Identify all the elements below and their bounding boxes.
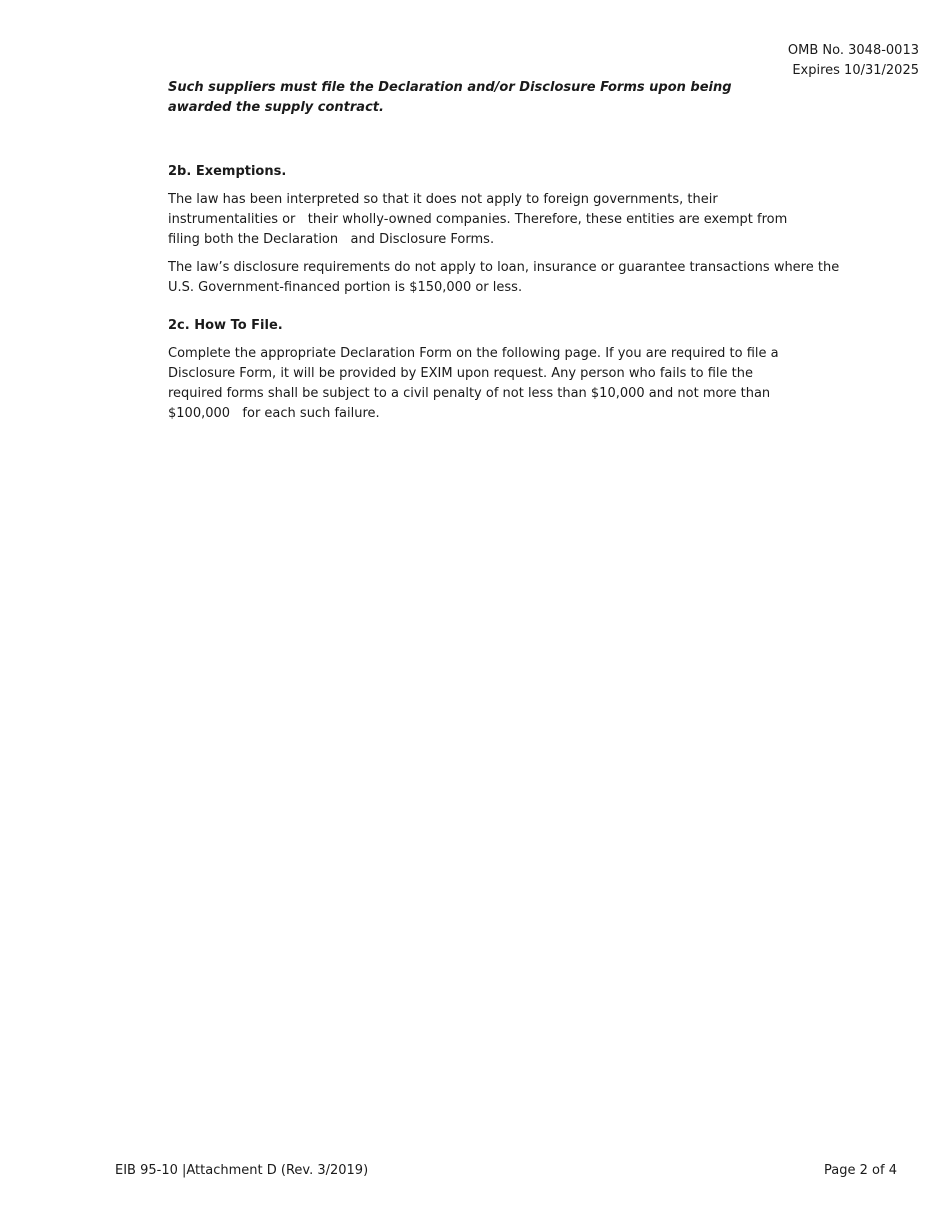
document-body — [168, 78, 868, 424]
omb-expiration: Expires 10/31/2025 — [792, 63, 919, 78]
section-2b-paragraph-2: The law’s disclosure requirements do not apply to loan, insurance or guarantee transactions where the U.S. Government-financed portion is $150,000 or less. — [168, 260, 844, 295]
section-2c-heading: 2c. How To File. — [168, 318, 283, 333]
omb-number: OMB No. 3048-0013 — [787, 43, 919, 58]
section-2c-paragraph-1: Complete the appropriate Declaration Form on the following page. If you are required to file a Disclosure Form, it will be provided by EXIM upon request. Any person who fails to file the required forms shall be subject to a civil penalty of not less than $10,000 and not more than $100,000 for each such failure. — [168, 346, 791, 421]
section-2b-paragraph-1: The law has been interpreted so that it does not apply to foreign governments, their instrumentalities or their wholly-owned companies. Therefore, these entities are exempt from filing both the Declaration and Disclosure Forms. — [168, 192, 792, 247]
omb-block — [788, 41, 919, 81]
section-2b-heading: 2b. Exemptions. — [168, 164, 287, 179]
supplier-filing-notice: Such suppliers must file the Declaration and/or Disclosure Forms upon being awarded the supply contract. — [168, 80, 732, 115]
footer-page-number: Page 2 of 4 — [824, 1163, 897, 1178]
footer-form-id: EIB 95-10 |Attachment D (Rev. 3/2019) — [115, 1163, 369, 1178]
